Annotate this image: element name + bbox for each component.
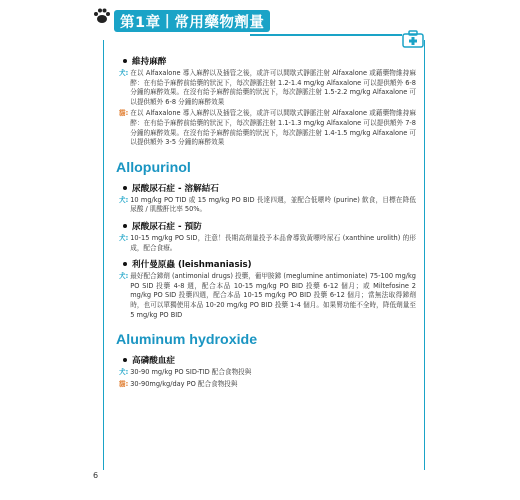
bullet-icon: [123, 224, 127, 228]
chapter-label: 第1章: [120, 14, 161, 31]
chapter-title-box: 第1章 | 常用藥物劑量: [114, 10, 270, 32]
section-aluminum-hydroxide: [116, 332, 416, 389]
dosage-text: 30-90 mg/kg PO SID-TID 配合食物投與: [130, 368, 252, 377]
condition-heading: 尿酸尿石症 - 溶解結石: [116, 182, 416, 194]
species-label: 貓:: [119, 109, 129, 118]
section-allopurinol: [116, 160, 416, 320]
dosage-text: 10 mg/kg PO TID 或 15 mg/kg PO BID 長達四週，並配合低嘌呤 (purine) 飲食，目標在降低尿酸 / 肌酸酐比率 50%。: [130, 195, 416, 214]
dosage-text: 在以 Alfaxalone 導入麻醉以及插管之後，或許可以間歇式靜脈注射 Alfaxalone 或藉藥物維持麻醉：在有給予麻醉前給藥的狀況下，每次靜脈注射 1.1-1.3 mg/kg Alfaxalone 可以提供額外 7-8 分鐘的麻醉效果。在沒有給予麻醉前給藥的狀況下，每次靜脈注射 1.4-1.5 mg/kg Alfaxalone 可以提供額外 3-5 分鐘的麻醉效果: [130, 109, 416, 147]
dosage-text: 10-15 mg/kg PO SID，注意！長期高劑量投予本品會導致黃嘌呤尿石 (xanthine urolith) 的形成，配合食療。: [130, 233, 416, 252]
bullet-icon: [123, 59, 127, 63]
dosage-entry: [116, 380, 416, 390]
header-divider: [250, 34, 402, 36]
bullet-icon: [123, 186, 127, 190]
paw-icon: [92, 6, 112, 26]
dosage-entry: [116, 234, 416, 253]
species-label: 犬:: [119, 272, 129, 281]
species-label: 貓:: [119, 379, 129, 388]
species-label: 犬:: [119, 195, 129, 204]
bullet-icon: [123, 358, 127, 362]
dosage-entry: [116, 69, 416, 107]
species-label: 犬:: [119, 233, 129, 242]
species-label: 犬:: [119, 69, 129, 77]
dosage-entry: [116, 368, 416, 378]
condition-heading: 維持麻醉: [116, 55, 416, 67]
section-continued: [116, 55, 416, 148]
dosage-entry: [116, 109, 416, 147]
dosage-text: 30-90mg/kg/day PO 配合食物投與: [130, 379, 238, 388]
species-label: 犬:: [119, 368, 129, 377]
dosage-text: 最好配合銻劑 (antimonial drugs) 投藥，葡甲胺銻 (meglumine antimoniate) 75-100 mg/kg PO SID 投藥 4-8 週，配合本品 10-15 mg/kg PO BID 投藥 6-12 個月；或 Miltefosine 2 mg/kg PO SID 投藥四週，配合本品 10-15 mg/kg PO BID 投藥 6-12 個月；當無法取得銻劑時，也可以單獨使用本品 10-20 mg/kg PO BID 投藥 1-4 個月。如果腎功能不全時，降低劑量至 5 mg/kg PO BID: [130, 272, 416, 319]
condition-heading: 高磷酸血症: [116, 354, 416, 366]
chapter-header: [0, 0, 520, 44]
condition-heading: 尿酸尿石症 - 預防: [116, 220, 416, 232]
chapter-title: 常用藥物劑量: [174, 14, 265, 31]
bullet-icon: [123, 262, 127, 266]
dosage-text: 在以 Alfaxalone 導入麻醉以及插管之後，或許可以間歇式靜脈注射 Alfaxalone 或藉藥物維持麻醉：在有給予麻醉前給藥的狀況下，每次靜脈注射 1.2-1.4 mg/kg Alfaxalone 可以提供額外 6-8 分鐘的麻醉效果。在沒有給予麻醉前給藥的狀況下，每次靜脈注射 1.5-2.2 mg/kg Alfaxalone 可以提供額外 6-8 分鐘的麻醉效果: [130, 69, 416, 106]
dosage-entry: [116, 196, 416, 215]
drug-title: Allopurinol: [116, 159, 191, 176]
condition-heading: 利什曼原蟲 (leishmaniasis): [116, 258, 416, 270]
page-content: [116, 50, 416, 391]
page-number: 6: [93, 471, 99, 480]
dosage-entry: [116, 272, 416, 320]
drug-title: Aluminum hydroxide: [116, 332, 258, 349]
